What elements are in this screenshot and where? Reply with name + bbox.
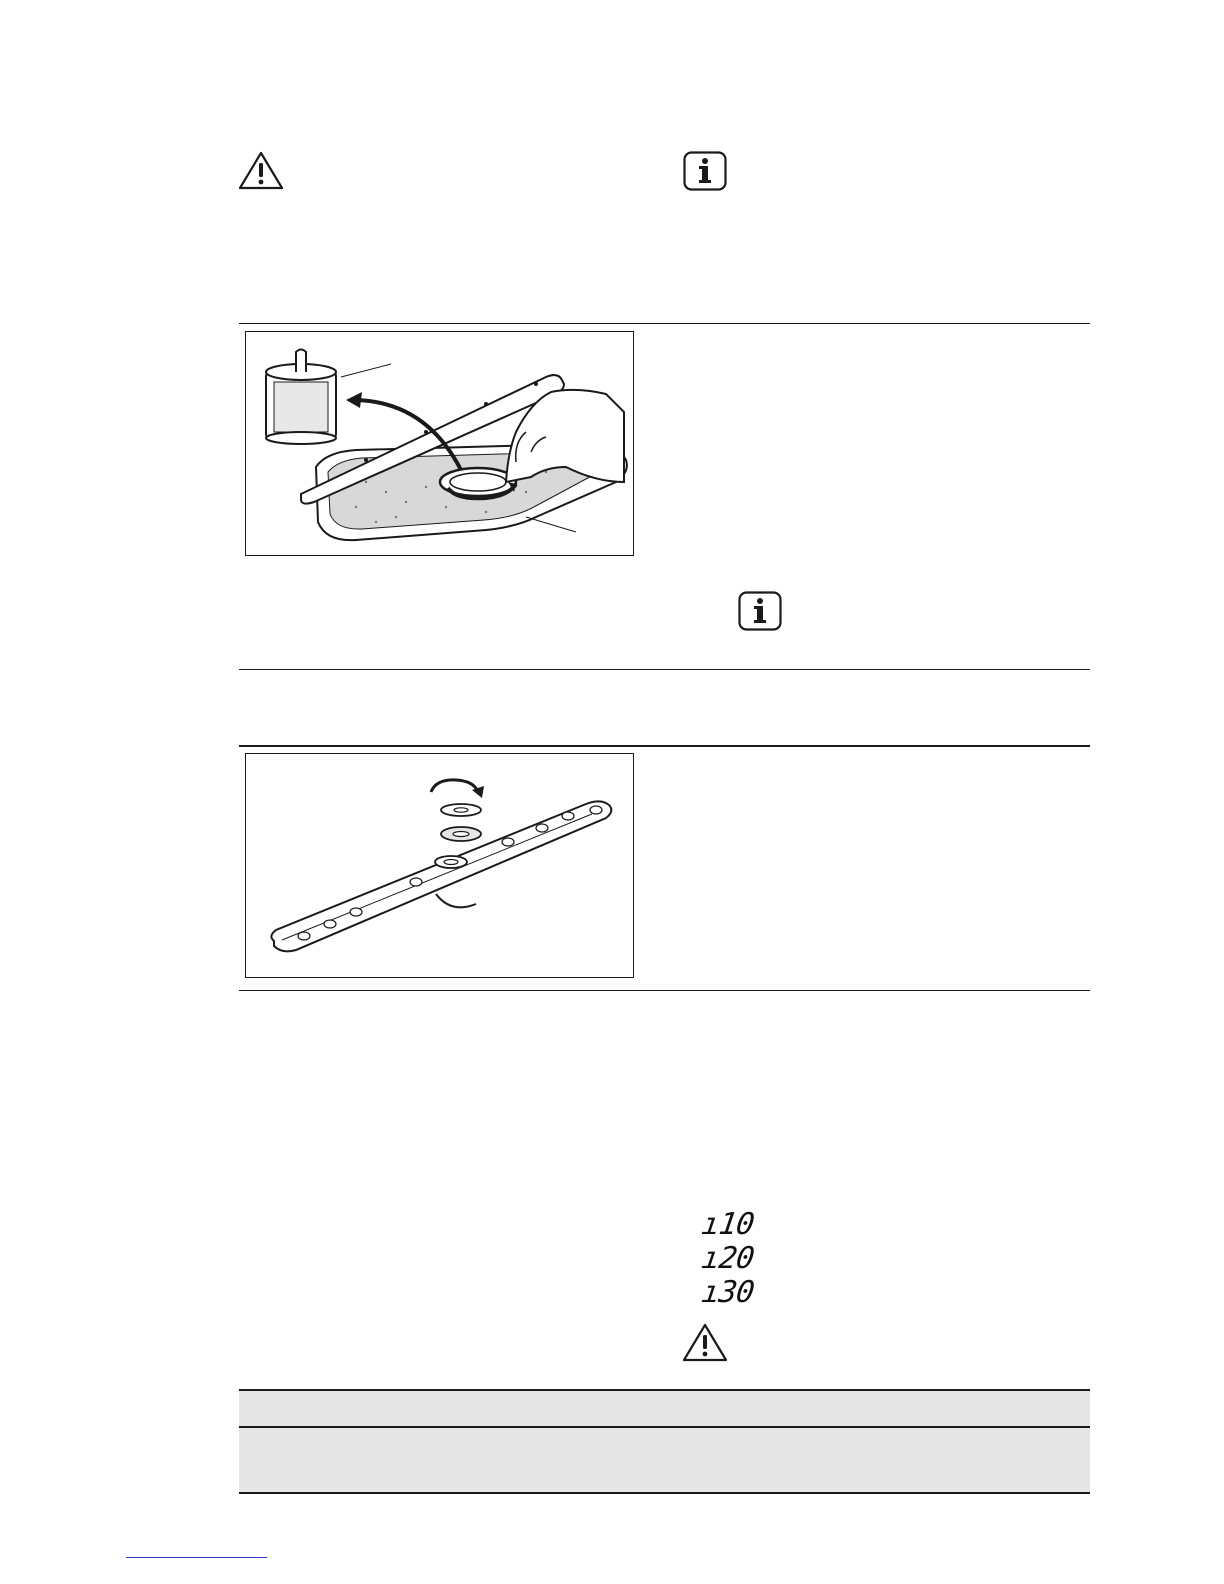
info-icon: [683, 151, 727, 191]
filter-removal-figure: [245, 331, 634, 556]
display-readout: ı20: [699, 1241, 756, 1276]
spray-arm-figure: [245, 753, 634, 978]
table-row: [239, 1428, 1090, 1494]
warning-triangle-icon: [682, 1322, 728, 1362]
warning-triangle-icon: [238, 150, 284, 190]
section-divider: [239, 669, 1090, 670]
display-readout: ı10: [699, 1207, 756, 1242]
section-divider: [239, 745, 1090, 747]
table-header: [239, 1389, 1090, 1428]
section-divider: [239, 323, 1090, 324]
info-icon: [738, 591, 782, 631]
footer-link[interactable]: [126, 1557, 267, 1558]
display-readout: ı30: [699, 1275, 756, 1310]
section-divider: [239, 990, 1090, 991]
